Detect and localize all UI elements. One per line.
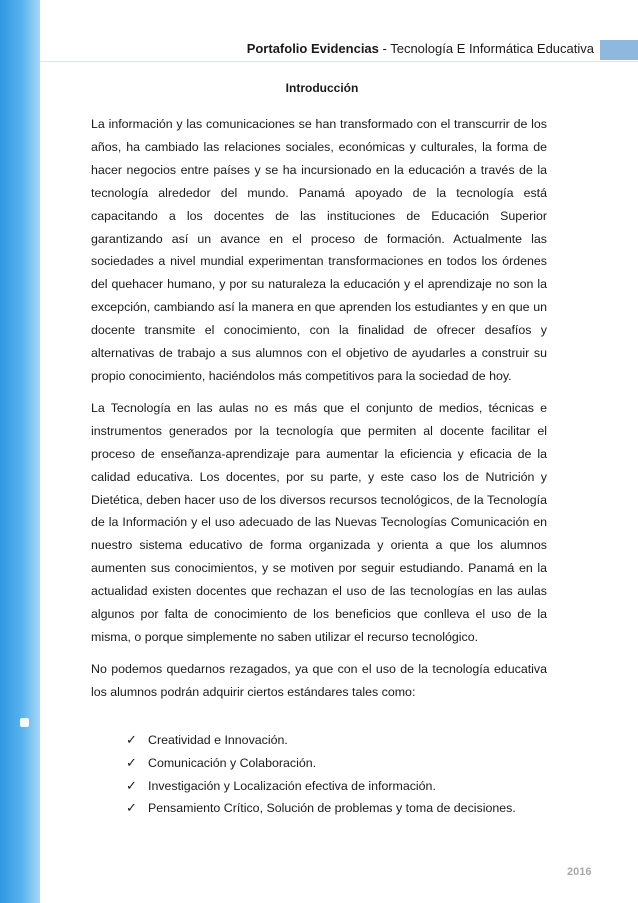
header-title-bold: Portafolio Evidencias xyxy=(246,41,379,56)
paragraph-technology: La Tecnología en las aulas no es más que el conjunto de medios, técnicas e instrumentos generados por la tecnología que permiten al docente facilitar el proceso de enseñanza-aprendizaje para aumentar la eficiencia y eficacia de la calidad educativa. Los docentes, por su parte, y este caso los de Nutrición y Dietética, deben hacer uso de los diversos recursos tecnológicos, de la Tecnología de la Información y el uso adecuado de las Nuevas Tecnologías Comunicación en nuestro sistema educativo de forma organizada y orienta a que los alumnos aumenten sus conocimientos, y se motiven por seguir estudiando. Panamá en la actualidad existen docentes que rechazan el uso de las tecnologías en las aulas algunos por falta de conocimiento de los beneficios que conlleva el uso de la misma, o porque simplemente no saben utilizar el recurso tecnológico. xyxy=(91,400,547,644)
standards-list xyxy=(126,729,556,820)
list-item-text: Creatividad e Innovación. xyxy=(148,733,288,747)
accent-dot xyxy=(20,718,29,727)
paragraph-standards: No podemos quedarnos rezagados, ya que con el uso de la tecnología educativa los alumnos podrán adquirir ciertos estándares tales como: xyxy=(91,661,547,699)
document-body xyxy=(91,113,547,704)
list-item-text: Pensamiento Crítico, Solución de problemas y toma de decisiones. xyxy=(148,801,516,816)
checkmark-icon: ✓ xyxy=(126,754,137,770)
list-item-text: Comunicación y Colaboración. xyxy=(148,755,317,770)
header-divider xyxy=(40,61,638,62)
section-heading xyxy=(0,81,638,95)
checkmark-icon: ✓ xyxy=(126,800,137,816)
paragraph-intro: La información y las comunicaciones se han transformado con el transcurrir de los años, ha cambiado las relaciones sociales, económicas y culturales, la forma de hacer negocios entre países y se ha incursionado en la educación a través de la tecnología alrededor del mundo. Panamá apoyado de la tecnología está capacitando a los docentes de las instituciones de Educación Superior garantizando así un avance en el proceso de formación. Actualmente las sociedades a nivel mundial experimentan transformaciones en todos los órdenes del quehacer humano, y por su naturaleza la educación y el aprendizaje no son la excepción, cambiando así la manera en que aprenden los estudiantes y en que un docente transmite el conocimiento, con la finalidad de ofrecer desafíos y alternativas de trabajo a sus alumnos con el objetivo de ayudarles a construir su propio conocimiento, haciéndolos más competitivos para la sociedad de hoy. xyxy=(91,117,547,383)
list-item xyxy=(126,752,556,775)
list-item xyxy=(126,729,556,752)
page-header xyxy=(247,39,594,59)
list-item xyxy=(126,775,556,798)
checkmark-icon: ✓ xyxy=(126,777,137,793)
section-heading-text: Introducción xyxy=(285,81,359,95)
checkmark-icon: ✓ xyxy=(126,732,137,747)
list-item xyxy=(126,797,556,820)
header-title-rest: - Tecnología E Informática Educativa xyxy=(378,41,594,56)
footer-year: 2016 xyxy=(567,866,592,878)
header-accent-block xyxy=(600,40,638,60)
list-item-text: Investigación y Localización efectiva de información. xyxy=(148,778,436,793)
left-accent-bar xyxy=(0,0,40,903)
